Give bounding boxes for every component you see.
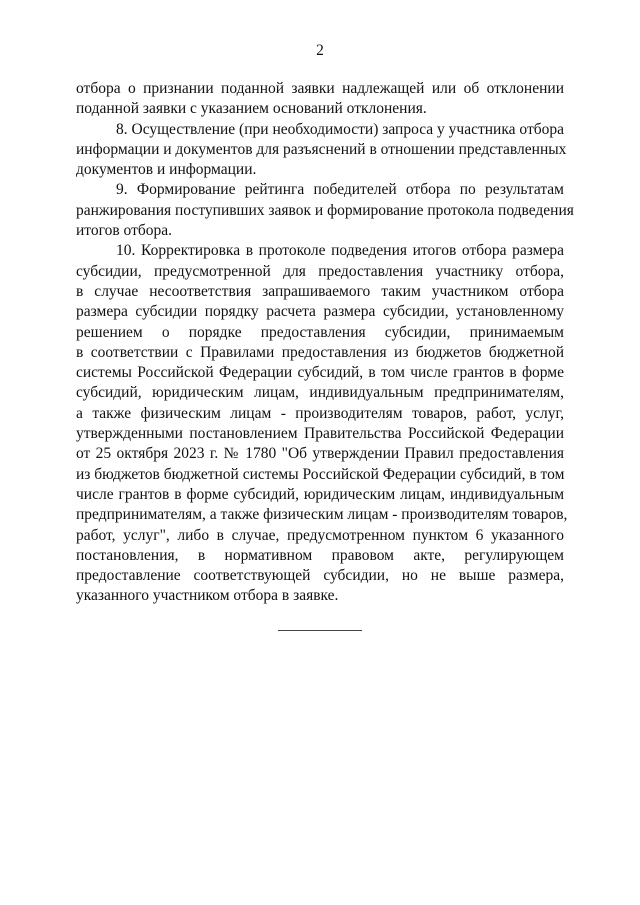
document-body [76,79,574,607]
end-divider [278,630,362,631]
paragraph-item-10 [76,241,568,606]
text-line: от 25 октября 2023 г. № 1780 "Об утверждении Правил предоставления [76,445,564,463]
text-line: постановления, в нормативном правовом акте, регулирующем [76,546,564,564]
text-line: в случае несоответствия запрашиваемого таким участником отбора [76,282,564,300]
text-line: а также физическим лицам - производителям товаров, работ, услуг, [76,404,564,422]
text-line: информации и документов для разъяснений в отношении представленных [76,140,567,158]
text-line: предпринимателям, а также физическим лицам - производителям товаров, [76,506,568,524]
text-line: документов и информации. [76,161,257,179]
text-line: решением о порядке предоставления субсидии, принимаемым [76,323,564,341]
text-line: числе грантов в форме субсидий, юридическим лицам, индивидуальным [76,485,564,503]
text-line: 9. Формирование рейтинга победителей отбора по результатам [116,181,564,199]
text-line: итогов отбора. [76,222,172,240]
paragraph-item-8 [76,120,567,181]
text-line: субсидий, юридическим лицам, индивидуальным предпринимателям, [76,384,564,402]
text-line: поданной заявки с указанием оснований отклонения. [76,100,427,118]
text-line: системы Российской Федерации субсидий, в том числе грантов в форме [76,364,564,382]
text-line: работ, услуг", либо в случае, предусмотренном пунктом 6 указанного [76,526,564,544]
text-line: размера субсидии порядку расчета размера субсидии, установленному [76,303,564,321]
paragraph-continuation [76,79,564,120]
text-line: в соответствии с Правилами предоставления из бюджетов бюджетной [76,343,564,361]
text-line: предоставление соответствующей субсидии, но не выше размера, [76,567,564,585]
text-line: из бюджетов бюджетной системы Российской Федерации субсидий, в том [76,465,565,483]
page-number: 2 [316,42,324,59]
text-line: отбора о признании поданной заявки надлежащей или об отклонении [76,80,564,97]
text-line: 10. Корректировка в протоколе подведения итогов отбора размера [116,242,564,260]
text-line: утвержденными постановлением Правительства Российской Федерации [76,425,564,443]
text-line: субсидии, предусмотренной для предоставления участнику отбора, [76,262,564,280]
text-line: указанного участником отбора в заявке. [76,587,339,605]
text-line: 8. Осуществление (при необходимости) запроса у участника отбора [116,120,564,138]
text-line: ранжирования поступивших заявок и формирование протокола подведения [76,201,574,219]
paragraph-item-9 [76,180,574,241]
